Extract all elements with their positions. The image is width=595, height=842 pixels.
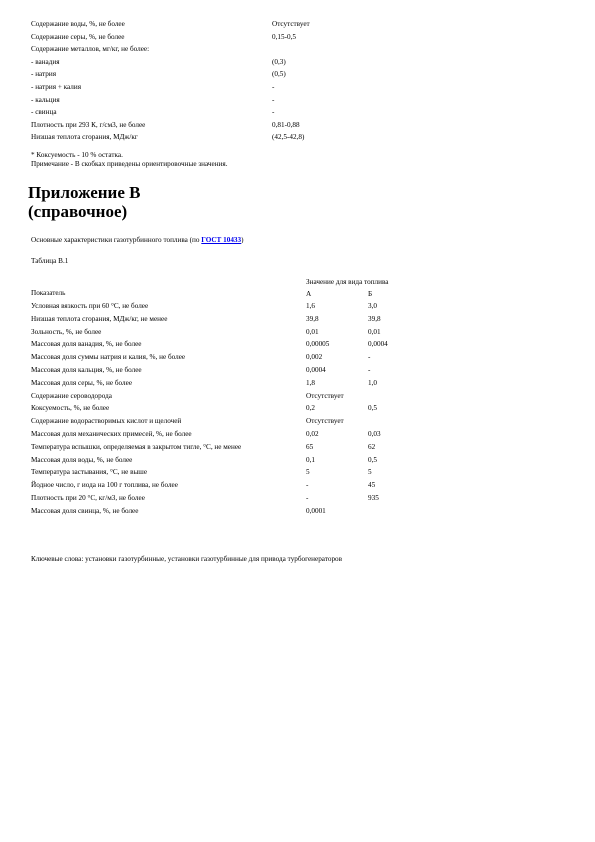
table-row [31,56,331,69]
value-a-cell: 1,8 [306,378,315,387]
table-row [31,338,451,351]
table-row [31,18,331,31]
value-cell: (0,5) [272,70,286,79]
param-cell: - натрия [31,70,57,79]
param-cell: Низшая теплота сгорания, МДж/кг [31,133,138,142]
value-b-cell: 3,0 [368,302,377,310]
table-row [31,300,451,313]
value-b-cell: 1,0 [368,378,377,387]
caption-suffix: ) [241,236,244,244]
value-b-cell: 935 [368,493,379,502]
value-a-cell: 0,002 [306,353,323,362]
table-row [31,94,331,107]
value-cell: 0,15-0,5 [272,32,296,41]
value-cell: Отсутствует [272,20,310,28]
table-row [31,326,451,339]
table-row [31,402,451,415]
param-cell: Массовая доля ванадия, %, не более [31,340,142,349]
table-row [31,106,331,119]
table-row [31,81,331,94]
value-a-cell: - [306,493,309,502]
table-row [31,131,331,144]
table-row [31,119,331,132]
table-row [31,31,331,44]
param-cell: Температура застывания, °С, не выше [31,468,148,477]
param-cell: Содержание серы, %, не более [31,32,125,41]
value-a-cell: 0,0001 [306,506,326,515]
value-a-cell: 39,8 [306,314,319,323]
value-b-cell: - [368,353,371,362]
value-a-cell: 0,2 [306,404,315,413]
table-row [31,351,451,364]
table-row [31,364,451,377]
param-cell: Условная вязкость при 60 °С, не более [31,302,149,310]
value-b-cell: 0,01 [368,327,381,336]
value-a-cell: - [306,481,309,490]
value-a-cell: 1,6 [306,302,315,310]
param-cell: Массовая доля механических примесей, %, не более [31,429,192,438]
value-cell: 0,81-0,88 [272,120,300,129]
param-cell: Массовая доля воды, %, не более [31,455,133,464]
param-cell: Плотность при 20 °С, кг/м3, не более [31,493,145,502]
param-cell: - ванадия [31,57,60,66]
gas-turbine-fuel-table [31,276,451,518]
param-cell: Содержание металлов, мг/кг, не более: [31,45,150,54]
table-row [31,505,451,518]
param-cell: Массовая доля свинца, %, не более [31,506,139,515]
value-a-cell: 0,0004 [306,365,326,374]
appendix-subtitle: (справочное) [28,202,128,221]
value-b-cell: 45 [368,481,376,490]
header-param: Показатель [31,289,66,297]
param-cell: Массовая доля суммы натрия и калия, %, не более [31,353,186,362]
value-b-cell: 0,03 [368,429,381,438]
value-b-cell: - [368,365,371,374]
value-cell: (42,5-42,8) [272,133,305,142]
appendix-heading [28,183,140,221]
param-cell: Коксуемость, %, не более [31,404,110,413]
table-body [31,300,451,518]
appendix-title: Приложение В [28,183,141,202]
value-a-cell: 5 [306,468,310,477]
table-row [31,43,331,56]
param-cell: Зольность, %, не более [31,327,102,336]
value-b-cell: 39,8 [368,314,381,323]
value-cell: (0,3) [272,57,286,66]
value-cell: - [272,108,275,117]
param-cell: Йодное число, г иода на 100 г топлива, не более [31,481,178,490]
param-cell: Содержание сероводорода [31,391,112,400]
table-row [31,479,451,492]
table-row [31,68,331,81]
table-header [31,276,451,300]
param-cell: Низшая теплота сгорания, МДж/кг, не менее [31,314,168,323]
param-cell: Содержание воды, %, не более [31,20,125,28]
header-col-a: А [306,290,312,298]
header-col-b: Б [368,290,373,298]
fuel-properties-table [31,18,331,144]
param-cell: Массовая доля серы, %, не более [31,378,133,387]
gost-link[interactable]: ГОСТ 10433 [201,236,242,244]
table-row [31,313,451,326]
appendix-caption [31,236,244,245]
table-notes [31,151,451,169]
value-b-cell: 62 [368,442,376,451]
table-row [31,415,451,428]
value-b-cell: 5 [368,468,372,477]
param-cell: Массовая доля кальция, %, не более [31,365,142,374]
value-a-cell: 0,00005 [306,340,330,349]
table-row [31,454,451,467]
header-group: Значение для вида топлива [306,278,389,286]
table-title: Таблица В.1 [31,257,69,265]
value-b-cell: 0,5 [368,404,377,413]
value-a-cell: Отсутствует [306,417,344,426]
value-a-cell: 0,02 [306,429,319,438]
table-row [31,377,451,390]
param-cell: Температура вспышки, определяемая в закрытом тигле, °С, не менее [31,442,242,451]
value-b-cell: 0,5 [368,455,377,464]
value-a-cell: 0,01 [306,327,319,336]
keywords: Ключевые слова: установки газотурбинные, установки газотурбинные для привода турбогенераторов [31,555,343,563]
footnote: * Коксуемость - 10 % остатка. [31,151,123,159]
param-cell: Плотность при 293 К, г/см3, не более [31,120,146,129]
table-row [31,466,451,479]
remark: Примечание - В скобках приведены ориентировочные значения. [31,160,228,168]
param-cell: - кальция [31,95,60,104]
table-row [31,492,451,505]
table-row [31,428,451,441]
value-a-cell: Отсутствует [306,391,344,400]
value-b-cell: 0,0004 [368,340,388,349]
value-cell: - [272,95,275,104]
value-cell: - [272,82,275,91]
table-row [31,441,451,454]
caption-text: Основные характеристики газотурбинного топлива (по [31,236,202,244]
value-a-cell: 0,1 [306,455,315,464]
param-cell: - свинца [31,108,57,117]
value-a-cell: 65 [306,442,314,451]
table-row [31,390,451,403]
param-cell: Содержание водорастворимых кислот и щелочей [31,417,182,426]
param-cell: - натрия + калия [31,82,82,91]
